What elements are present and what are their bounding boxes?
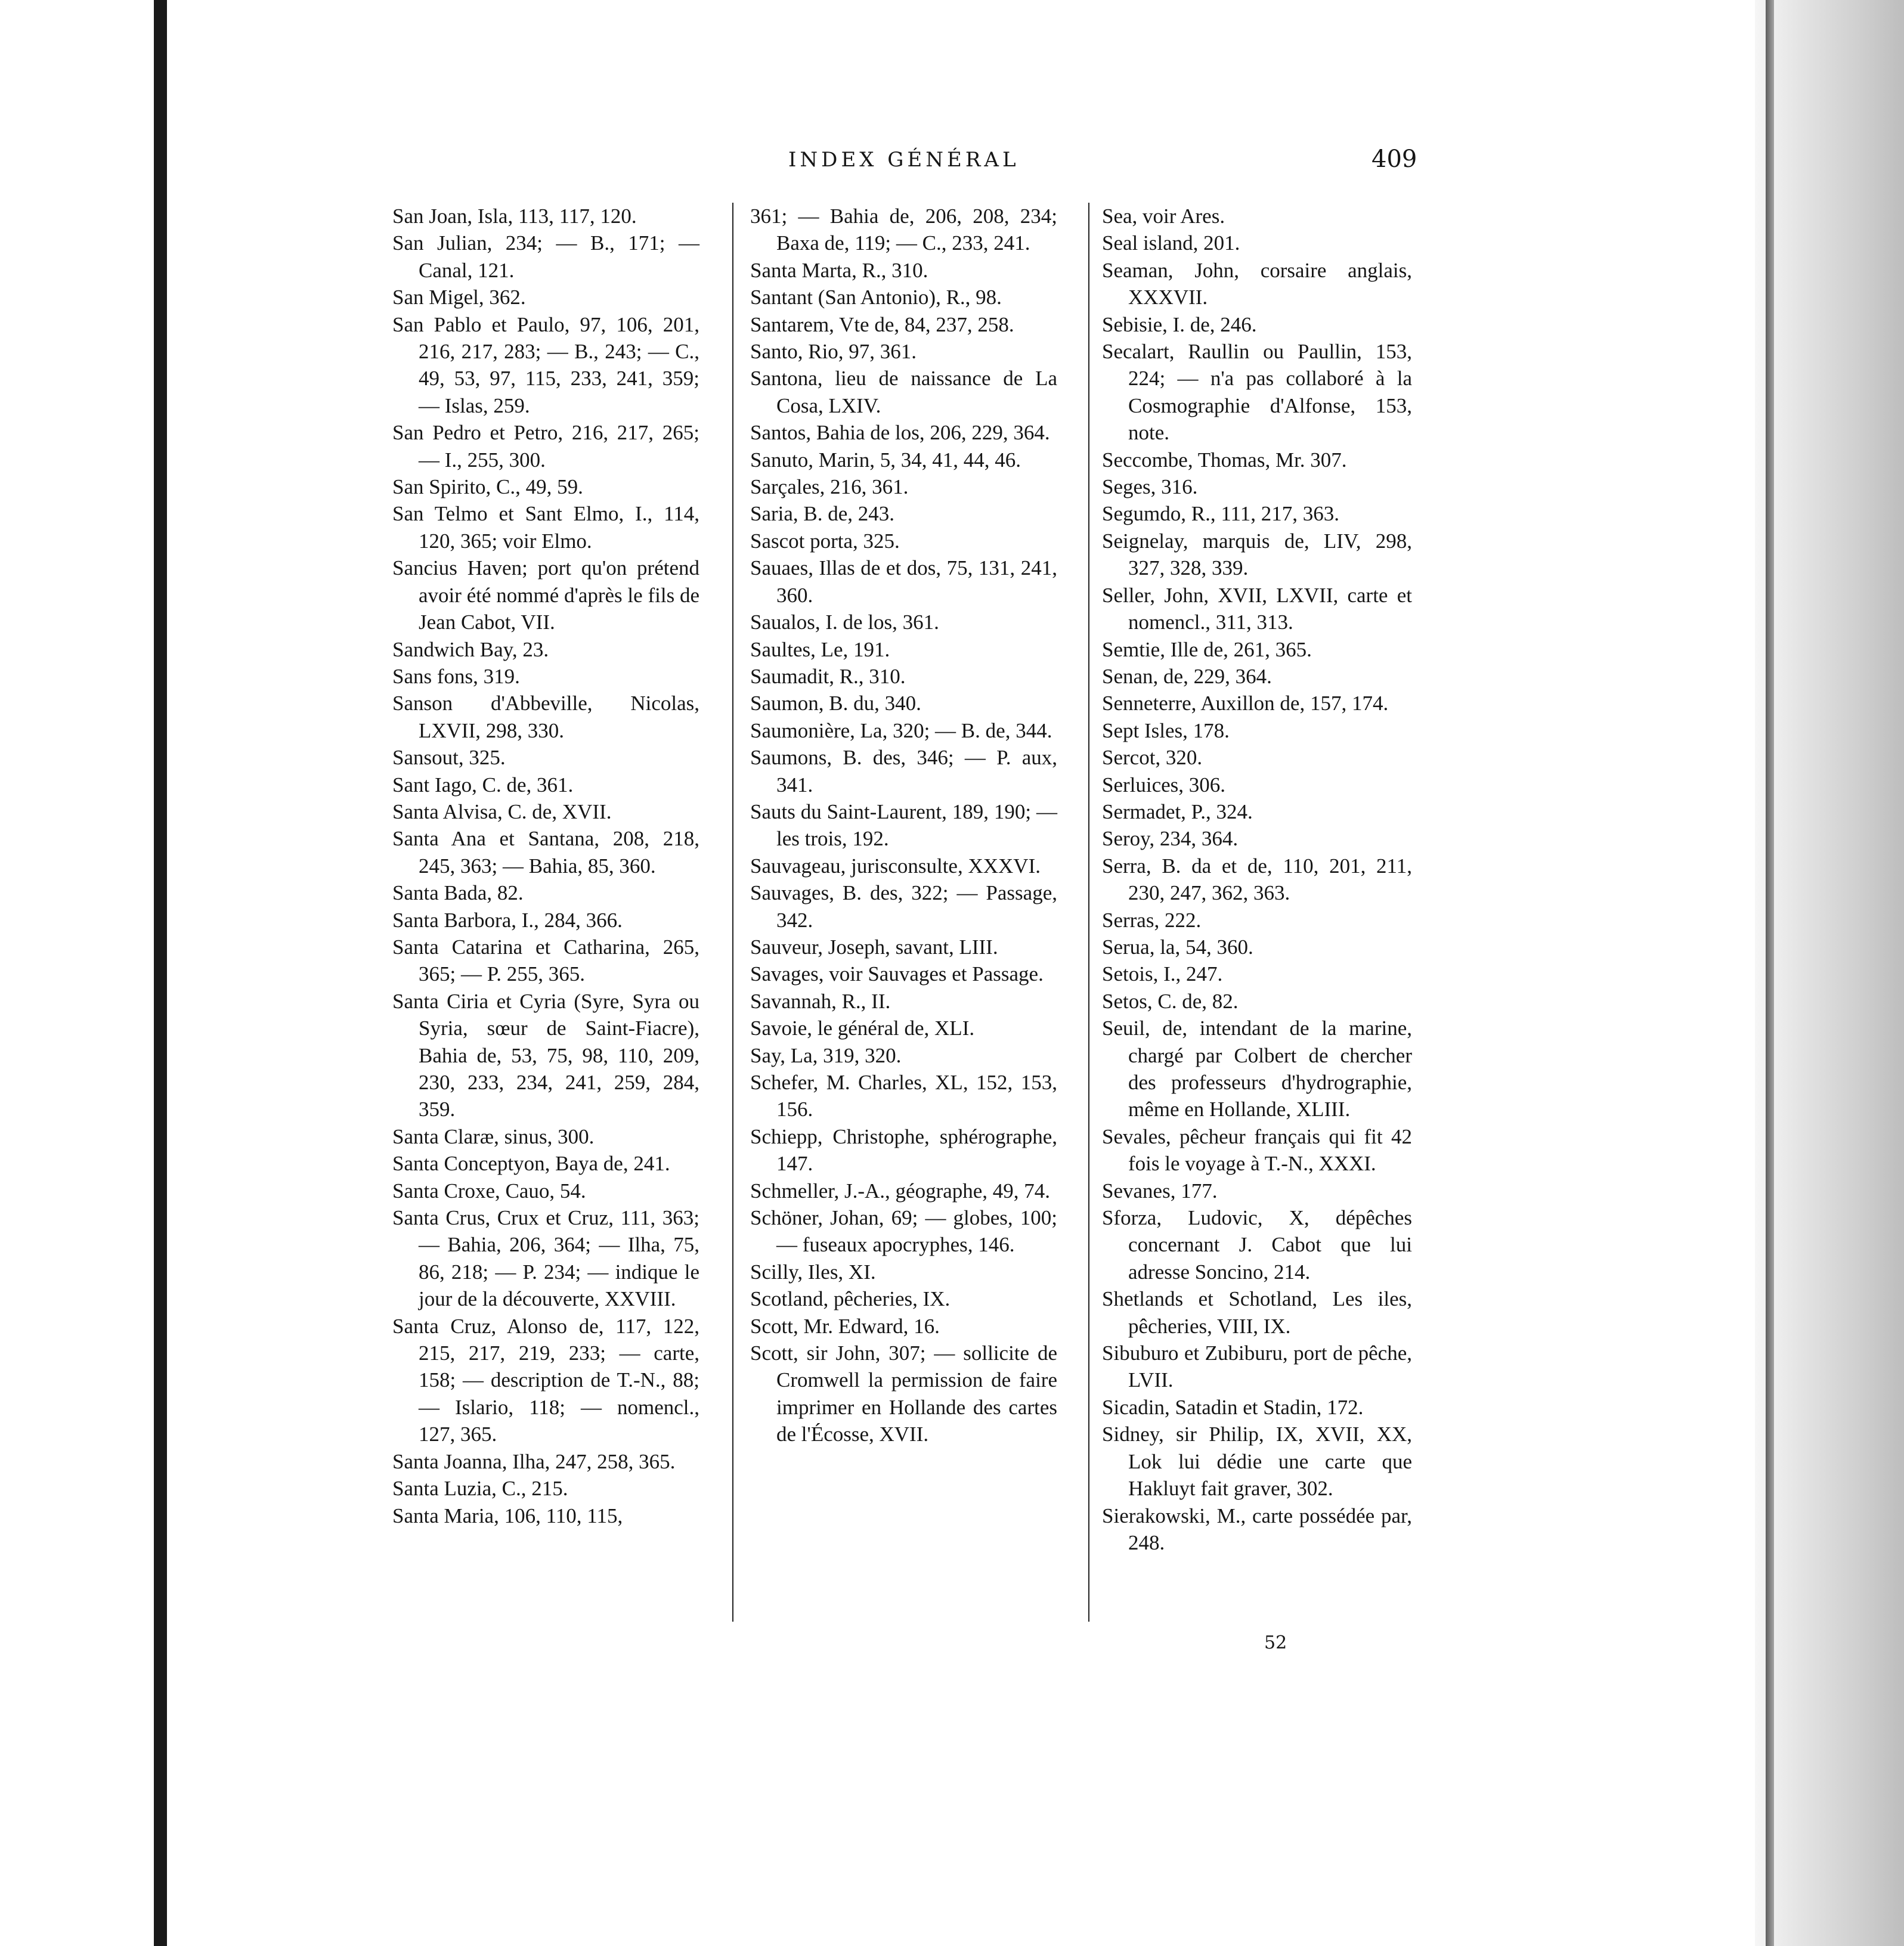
- index-entry: San Pedro et Petro, 216, 217, 265; — I., 255, 300.: [392, 421, 699, 472]
- index-entry: Sauaes, Illas de et dos, 75, 131, 241, 360.: [750, 556, 1057, 607]
- index-entry: Seges, 316.: [1102, 475, 1198, 499]
- index-entry: Santarem, Vte de, 84, 237, 258.: [750, 312, 1014, 336]
- index-entry: Sant Iago, C. de, 361.: [392, 773, 574, 797]
- index-entry: 361; — Bahia de, 206, 208, 234; Baxa de, 119; — C., 233, 241.: [750, 204, 1057, 255]
- index-entry: Savoie, le général de, XLI.: [750, 1017, 975, 1040]
- index-entry: Sauvages, B. des, 322; — Passage, 342.: [750, 881, 1057, 932]
- index-entry: Schmeller, J.-A., géographe, 49, 74.: [750, 1179, 1051, 1203]
- index-entry: Santa Barbora, I., 284, 366.: [392, 908, 623, 932]
- scan-page-edge: [1755, 0, 1904, 1946]
- page-number: 409: [1372, 145, 1417, 173]
- index-entry: Santa Marta, R., 310.: [750, 258, 928, 282]
- index-entry: Santa Joanna, Ilha, 247, 258, 365.: [392, 1449, 676, 1473]
- index-entry: Saultes, Le, 191.: [750, 637, 890, 661]
- index-entry: Saualos, I. de los, 361.: [750, 611, 939, 634]
- index-entry: Seignelay, marquis de, LIV, 298, 327, 328, 339.: [1102, 529, 1412, 580]
- index-entry: San Telmo et Sant Elmo, I., 114, 120, 365; voir Elmo.: [392, 502, 699, 553]
- index-entry: Schefer, M. Charles, XL, 152, 153, 156.: [750, 1071, 1057, 1121]
- index-entry: Sercot, 320.: [1102, 746, 1203, 770]
- index-entry: Santa Catarina et Catharina, 265, 365; — P. 255, 365.: [392, 935, 699, 986]
- index-entry: Senan, de, 229, 364.: [1102, 664, 1272, 688]
- index-entry: San Spirito, C., 49, 59.: [392, 475, 583, 499]
- index-column-3: [1102, 203, 1412, 1556]
- index-entry: Sermadet, P., 324.: [1102, 800, 1253, 823]
- column-rule-2: [1088, 203, 1089, 1622]
- index-entry: San Pablo et Paulo, 97, 106, 201, 216, 217, 283; — B., 243; — C., 49, 53, 97, 115, 233, 241, 359; — Islas, 259.: [392, 312, 699, 417]
- index-entry: Scilly, Iles, XI.: [750, 1260, 876, 1284]
- index-entry: Sevales, pêcheur français qui fit 42 fois le voyage à T.-N., XXXI.: [1102, 1124, 1412, 1176]
- index-entry: Santa Maria, 106, 110, 115,: [392, 1504, 623, 1527]
- index-entry: Sauvageau, jurisconsulte, XXXVI.: [750, 854, 1041, 878]
- index-entry: Say, La, 319, 320.: [750, 1043, 902, 1067]
- index-entry: Sicadin, Satadin et Stadin, 172.: [1102, 1395, 1364, 1419]
- index-entry: Sept Isles, 178.: [1102, 718, 1230, 742]
- index-entry: Santa Conceptyon, Baya de, 241.: [392, 1152, 670, 1176]
- index-entry: Santa Alvisa, C. de, XVII.: [392, 800, 612, 823]
- index-entry: Scotland, pêcheries, IX.: [750, 1287, 951, 1311]
- running-head: INDEX GÉNÉRAL: [788, 148, 1020, 172]
- index-entry: Sidney, sir Philip, IX, XVII, XX, Lok lui dédie une carte que Hakluyt fait graver, 302.: [1102, 1423, 1412, 1501]
- index-entry: Seaman, John, corsaire anglais, XXXVII.: [1102, 258, 1412, 309]
- index-entry: Sans fons, 319.: [392, 664, 520, 688]
- index-entry: Scott, sir John, 307; — sollicite de Cromwell la permission de faire imprimer en Hollande des cartes de l'Écosse, XVII.: [750, 1341, 1057, 1446]
- index-entry: Serras, 222.: [1102, 908, 1202, 932]
- index-entry: Santa Luzia, C., 215.: [392, 1477, 568, 1501]
- index-entry: San Julian, 234; — B., 171; — Canal, 121.: [392, 231, 699, 282]
- index-entry: Savannah, R., II.: [750, 989, 891, 1013]
- index-entry: Savages, voir Sauvages et Passage.: [750, 962, 1044, 986]
- index-entry: Sancius Haven; port qu'on prétend avoir été nommé d'après le fils de Jean Cabot, VII.: [392, 556, 699, 634]
- index-entry: Sibuburo et Zubiburu, port de pêche, LVII.: [1102, 1341, 1412, 1392]
- index-entry: Saumadit, R., 310.: [750, 664, 906, 688]
- index-entry: Semtie, Ille de, 261, 365.: [1102, 637, 1312, 661]
- index-entry: Santa Ciria et Cyria (Syre, Syra ou Syria, sœur de Saint-Fiacre), Bahia de, 53, 75, 98, 110, 209, 230, 233, 234, 241, 259, 284, 359.: [392, 989, 699, 1121]
- index-entry: Santa Claræ, sinus, 300.: [392, 1124, 595, 1148]
- index-entry: Seal island, 201.: [1102, 231, 1240, 255]
- index-entry: Sandwich Bay, 23.: [392, 637, 549, 661]
- index-entry: Saumon, B. du, 340.: [750, 692, 921, 715]
- index-entry: San Migel, 362.: [392, 286, 526, 309]
- index-entry: Sanuto, Marin, 5, 34, 41, 44, 46.: [750, 448, 1021, 472]
- index-entry: Saumons, B. des, 346; — P. aux, 341.: [750, 746, 1057, 797]
- index-entry: Schiepp, Christophe, sphérographe, 147.: [750, 1124, 1057, 1176]
- index-entry: Scott, Mr. Edward, 16.: [750, 1314, 940, 1338]
- index-entry: Santa Croxe, Cauo, 54.: [392, 1179, 586, 1203]
- index-entry: Seuil, de, intendant de la marine, chargé par Colbert de chercher des professeurs d'hydrographie, même en Hollande, XLIII.: [1102, 1017, 1412, 1121]
- index-entry: Setos, C. de, 82.: [1102, 989, 1239, 1013]
- column-rule-1: [732, 203, 733, 1622]
- index-entry: Sanson d'Abbeville, Nicolas, LXVII, 298, 330.: [392, 692, 699, 742]
- index-entry: Sarçales, 216, 361.: [750, 475, 909, 499]
- index-entry: Serra, B. da et de, 110, 201, 211, 230, 247, 362, 363.: [1102, 854, 1412, 905]
- scan-fold-shadow: [1766, 0, 1774, 1946]
- index-entry: Sauveur, Joseph, savant, LIII.: [750, 935, 998, 959]
- index-entry: Sebisie, I. de, 246.: [1102, 312, 1257, 336]
- index-entry: Santant (San Antonio), R., 98.: [750, 286, 1002, 309]
- index-column-1: [392, 203, 699, 1529]
- index-entry: Sierakowski, M., carte possédée par, 248.: [1102, 1504, 1412, 1554]
- index-entry: Seller, John, XVII, LXVII, carte et nomencl., 311, 313.: [1102, 583, 1412, 634]
- index-entry: Santa Cruz, Alonso de, 117, 122, 215, 217, 219, 233; — carte, 158; — description de T.-N., 88; — Islario, 118; — nomencl., 127, 365.: [392, 1314, 699, 1446]
- index-entry: Serua, la, 54, 360.: [1102, 935, 1253, 959]
- index-entry: Setois, I., 247.: [1102, 962, 1223, 986]
- index-entry: Sevanes, 177.: [1102, 1179, 1218, 1203]
- index-entry: Santona, lieu de naissance de La Cosa, LXIV.: [750, 367, 1057, 417]
- index-entry: Saria, B. de, 243.: [750, 502, 895, 526]
- index-entry: Secalart, Raullin ou Paullin, 153, 224; — n'a pas collaboré à la Cosmographie d'Alfonse, 153, note.: [1102, 340, 1412, 445]
- index-entry: Santa Crus, Crux et Cruz, 111, 363; — Bahia, 206, 364; — Ilha, 75, 86, 218; — P. 234; — indique le jour de la découverte, XXVIII.: [392, 1206, 699, 1311]
- index-entry: San Joan, Isla, 113, 117, 120.: [392, 204, 637, 228]
- index-entry: Seroy, 234, 364.: [1102, 827, 1239, 851]
- index-entry: Santo, Rio, 97, 361.: [750, 340, 917, 364]
- index-entry: Santa Ana et Santana, 208, 218, 245, 363; — Bahia, 85, 360.: [392, 827, 699, 878]
- index-entry: Seccombe, Thomas, Mr. 307.: [1102, 448, 1347, 472]
- index-entry: Segumdo, R., 111, 217, 363.: [1102, 502, 1339, 526]
- index-entry: Sforza, Ludovic, X, dépêches concernant J. Cabot que lui adresse Soncino, 214.: [1102, 1206, 1412, 1284]
- index-column-2: [750, 203, 1057, 1448]
- signature-mark: 52: [1264, 1632, 1287, 1653]
- index-entry: Shetlands et Schotland, Les iles, pêcheries, VIII, IX.: [1102, 1287, 1412, 1338]
- index-entry: Serluices, 306.: [1102, 773, 1226, 797]
- index-entry: Sauts du Saint-Laurent, 189, 190; — les trois, 192.: [750, 800, 1057, 851]
- index-entry: Santa Bada, 82.: [392, 881, 524, 905]
- index-entry: Senneterre, Auxillon de, 157, 174.: [1102, 692, 1389, 715]
- index-entry: Sascot porta, 325.: [750, 529, 900, 553]
- index-entry: Sansout, 325.: [392, 746, 506, 770]
- index-entry: Sea, voir Ares.: [1102, 204, 1225, 228]
- index-entry: Saumonière, La, 320; — B. de, 344.: [750, 718, 1052, 742]
- index-entry: Santos, Bahia de los, 206, 229, 364.: [750, 421, 1050, 445]
- index-entry: Schöner, Johan, 69; — globes, 100; — fuseaux apocryphes, 146.: [750, 1206, 1057, 1257]
- scan-binding-edge: [154, 0, 167, 1946]
